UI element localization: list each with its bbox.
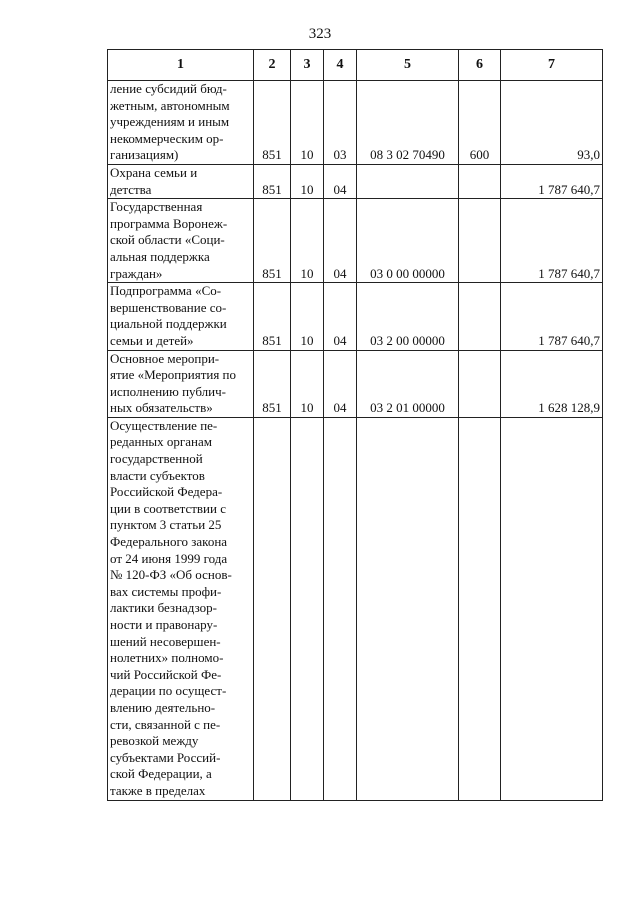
expense-type-cell (459, 350, 501, 417)
column-header: 2 (254, 50, 291, 81)
target-article-cell (357, 164, 459, 198)
row-name-cell (108, 164, 254, 198)
row-name-cell (108, 81, 254, 165)
budget-table (107, 49, 603, 801)
chapter-code-cell: 851 (254, 350, 291, 417)
subsection-code-cell: 03 (324, 81, 357, 165)
row-name-line: Федерального закона (110, 534, 228, 550)
row-name-line: Осуществление пе- (110, 417, 218, 433)
row-name-line: программа Воронеж- (110, 215, 228, 231)
row-name-line: ление субсидий бюд- (110, 81, 227, 96)
row-name-cell (108, 417, 254, 800)
page-number: 323 (308, 26, 332, 42)
row-name-line: циальной поддержки (110, 316, 227, 332)
row-name-line: влению деятельно- (110, 699, 216, 715)
row-name-line: нолетних» полномо- (110, 650, 224, 666)
table-row (108, 283, 603, 350)
chapter-code-cell: 851 (254, 199, 291, 283)
column-header: 4 (324, 50, 357, 81)
row-name-line: Подпрограмма «Со- (110, 283, 222, 299)
target-article-cell: 08 3 02 70490 (357, 81, 459, 165)
row-name-line: жетным, автономным (110, 97, 230, 113)
row-name-line: чий Российской Фе- (110, 666, 222, 682)
row-name-line: альная поддержка (110, 248, 210, 264)
expense-type-cell (459, 283, 501, 350)
row-name-line: ской области «Соци- (110, 232, 225, 248)
amount-cell (501, 417, 603, 800)
row-name-line: ганизациям) (110, 147, 179, 163)
column-header: 1 (108, 50, 254, 81)
row-name-line: исполнению публич- (110, 383, 226, 399)
table-header-row (108, 50, 603, 81)
row-name-line: Государственная (110, 199, 203, 215)
column-header: 7 (501, 50, 603, 81)
column-header: 5 (357, 50, 459, 81)
column-header: 6 (459, 50, 501, 81)
target-article-cell: 03 2 01 00000 (357, 350, 459, 417)
column-header: 3 (291, 50, 324, 81)
section-code-cell: 10 (291, 199, 324, 283)
row-name-line: ных обязательств» (110, 400, 213, 416)
table-row (108, 164, 603, 198)
row-name-cell (108, 283, 254, 350)
chapter-code-cell (254, 417, 291, 800)
row-name-line: Основное меропри- (110, 350, 220, 366)
row-name-line: семьи и детей» (110, 332, 194, 348)
table-row (108, 81, 603, 165)
subsection-code-cell: 04 (324, 164, 357, 198)
row-name-line: дерации по осущест- (110, 683, 227, 699)
subsection-code-cell: 04 (324, 350, 357, 417)
row-name-line: № 120-ФЗ «Об основ- (110, 567, 232, 583)
subsection-code-cell (324, 417, 357, 800)
chapter-code-cell: 851 (254, 81, 291, 165)
row-name-line: учреждениям и иным (110, 114, 230, 130)
row-name-line: ской Федерации, а (110, 766, 212, 782)
subsection-code-cell: 04 (324, 283, 357, 350)
chapter-code-cell: 851 (254, 164, 291, 198)
row-name-line: ности и правонару- (110, 617, 218, 632)
table-row (108, 350, 603, 417)
row-name-cell (108, 350, 254, 417)
row-name-line: от 24 июня 1999 года (110, 550, 228, 566)
row-name-line: некоммерческим ор- (110, 130, 224, 146)
amount-cell: 1 787 640,7 (501, 199, 603, 283)
row-name-line: шений несовершен- (110, 633, 221, 649)
row-name-cell (108, 199, 254, 283)
row-name-line: также в пределах (110, 782, 206, 798)
target-article-cell: 03 0 00 00000 (357, 199, 459, 283)
expense-type-cell (459, 417, 501, 800)
row-name-line: пунктом 3 статьи 25 (110, 517, 222, 533)
row-name-line: вах системы профи- (110, 583, 222, 599)
section-code-cell: 10 (291, 81, 324, 165)
row-name-line: Российской Федера- (110, 484, 223, 500)
target-article-cell: 03 2 00 00000 (357, 283, 459, 350)
row-name-line: вершенствование со- (110, 299, 227, 315)
amount-cell: 1 787 640,7 (501, 283, 603, 350)
section-code-cell (291, 417, 324, 800)
row-name-line: государственной (110, 451, 203, 467)
row-name-line: реданных органам (110, 434, 212, 450)
section-code-cell: 10 (291, 350, 324, 417)
amount-cell: 93,0 (501, 81, 603, 165)
row-name-line: сти, связанной с пе- (110, 716, 221, 732)
table-row (108, 199, 603, 283)
chapter-code-cell: 851 (254, 283, 291, 350)
amount-cell: 1 787 640,7 (501, 164, 603, 198)
row-name-line: ревозкой между (110, 733, 199, 749)
expense-type-cell (459, 164, 501, 198)
expense-type-cell: 600 (459, 81, 501, 165)
row-name-line: власти субъектов (110, 467, 205, 483)
row-name-line: детства (110, 181, 152, 197)
row-name-line: ции в соответствии с (110, 500, 226, 516)
target-article-cell (357, 417, 459, 800)
row-name-line: ятие «Мероприятия по (110, 367, 237, 383)
section-code-cell: 10 (291, 283, 324, 350)
expense-type-cell (459, 199, 501, 283)
row-name-line: лактики безнадзор- (110, 600, 217, 616)
table-row (108, 417, 603, 800)
table-body (108, 81, 603, 801)
subsection-code-cell: 04 (324, 199, 357, 283)
section-code-cell: 10 (291, 164, 324, 198)
amount-cell: 1 628 128,9 (501, 350, 603, 417)
row-name-line: субъектами Россий- (110, 749, 221, 765)
row-name-line: граждан» (110, 265, 163, 281)
row-name-line: Охрана семьи и (110, 164, 198, 180)
